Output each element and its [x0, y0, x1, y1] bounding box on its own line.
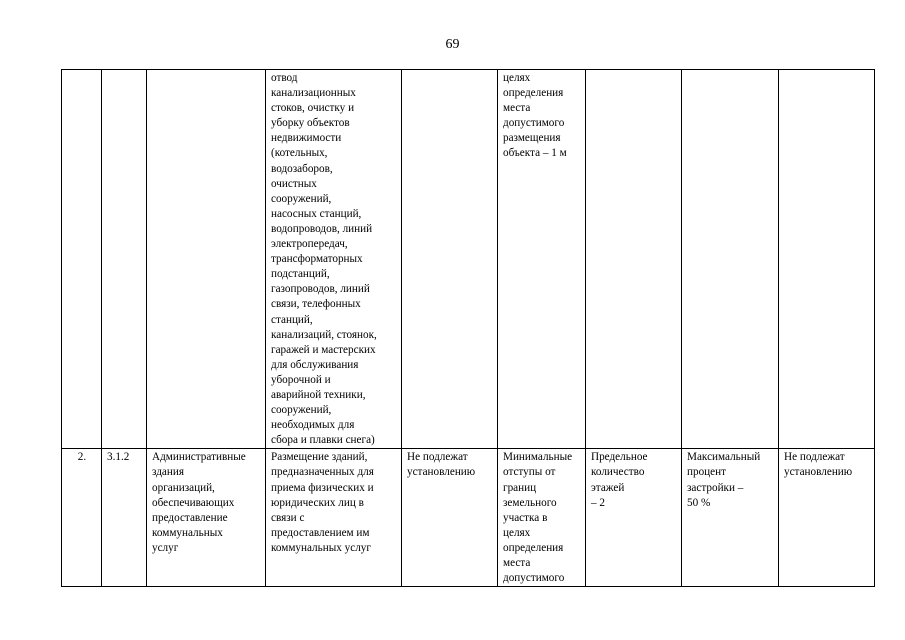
cell-text-line: здания: [152, 466, 184, 479]
cell-text-line: необходимых для: [271, 419, 355, 432]
cell-text-line: обеспечивающих: [152, 496, 235, 509]
cell-name-empty: [147, 70, 266, 449]
cell-text-line: отступы от: [503, 466, 556, 479]
cell-text-line: Не подлежат: [407, 451, 468, 464]
cell-code: [102, 449, 147, 587]
cell-text-line: связи с: [271, 511, 305, 524]
cell-text-line: гаражей и мастерских: [271, 343, 376, 356]
cell-text-line: допустимого: [503, 572, 565, 585]
cell-text-line: Административные: [152, 451, 246, 464]
cell-text-line: определения: [503, 541, 564, 554]
cell-text-line: связи, телефонных: [271, 298, 361, 311]
cell-text-line: этажей: [591, 481, 625, 494]
cell-text-line: аварийной техники,: [271, 388, 366, 401]
cell-text-line: застройки –: [687, 481, 744, 494]
cell-text-line: станций,: [271, 313, 313, 326]
cell-coverage: [682, 449, 779, 587]
cell-col5-empty: [402, 70, 498, 449]
cell-text-line: целях: [503, 526, 531, 539]
cell-text-line: количество: [591, 466, 645, 479]
cell-text-line: 50 %: [687, 496, 711, 509]
cell-text-line: – 2: [591, 496, 605, 509]
cell-text-line: трансформаторных: [271, 253, 363, 266]
cell-text-line: газопроводов, линий: [271, 283, 370, 296]
cell-text-line: насосных станций,: [271, 207, 362, 220]
cell-text-line: сбора и плавки снега): [271, 434, 375, 447]
cell-description: [266, 449, 402, 587]
cell-col5: [402, 449, 498, 587]
cell-text-line: определения: [503, 87, 564, 100]
cell-text-line: установлению: [784, 466, 853, 479]
table-row-continuation: [62, 70, 875, 449]
cell-text-line: отвод: [271, 72, 298, 84]
cell-text-line: водопроводов, линий: [271, 222, 373, 235]
cell-text-line: места: [503, 102, 531, 115]
cell-text-line: канализаций, стоянок,: [271, 328, 377, 341]
cell-num-empty: [62, 70, 102, 449]
cell-text-line: размещения: [503, 132, 561, 145]
cell-code-empty: [102, 70, 147, 449]
cell-text-line: стоков, очистку и: [271, 102, 355, 115]
cell-floors: [586, 449, 682, 587]
cell-text-line: электропередач,: [271, 238, 348, 251]
cell-text-line: земельного: [503, 496, 557, 509]
cell-text-line: очистных: [271, 177, 317, 190]
cell-text-line: места: [503, 557, 531, 569]
table-row-2: [62, 449, 875, 587]
cell-text-line: организаций,: [152, 481, 215, 494]
cell-text-line: канализационных: [271, 87, 356, 100]
cell-text-line: уборочной и: [271, 373, 331, 386]
cell-text-line: участка в: [503, 511, 548, 524]
cell-num: [62, 449, 102, 587]
regulations-table: [61, 69, 875, 587]
cell-text-line: установлению: [407, 466, 476, 479]
cell-col9-empty: [779, 70, 875, 449]
cell-text-line: предоставление: [152, 511, 228, 524]
cell-text-line: коммунальных: [152, 526, 223, 539]
cell-text-line: услуг: [152, 541, 179, 554]
page-number: 69: [445, 37, 460, 52]
cell-setbacks: [498, 449, 586, 587]
cell-text-line: юридических лиц в: [271, 496, 364, 509]
cell-text-line: предоставлением им: [271, 526, 370, 539]
cell-text-line: водозаборов,: [271, 162, 333, 175]
cell-text-line: Максимальный: [687, 451, 761, 464]
cell-description: [266, 70, 402, 449]
cell-text-line: подстанций,: [271, 268, 330, 281]
cell-text-line: уборку объектов: [271, 117, 350, 130]
cell-setbacks: [498, 70, 586, 449]
cell-text-line: целях: [503, 72, 531, 84]
cell-col8-empty: [682, 70, 779, 449]
cell-name: [147, 449, 266, 587]
cell-text-line: Размещение зданий,: [271, 451, 368, 464]
cell-text-line: коммунальных услуг: [271, 541, 371, 554]
cell-text-line: недвижимости: [271, 132, 342, 145]
row-number: 2.: [77, 451, 87, 464]
cell-text-line: границ: [503, 481, 537, 494]
cell-text-line: Не подлежат: [784, 451, 845, 464]
cell-text-line: сооружений,: [271, 404, 332, 417]
cell-col9: [779, 449, 875, 587]
cell-text-line: процент: [687, 466, 727, 479]
cell-text-line: (котельных,: [271, 147, 328, 160]
cell-text-line: приема физических и: [271, 481, 374, 494]
usage-code: 3.1.2: [107, 451, 130, 464]
cell-text-line: предназначенных для: [271, 466, 374, 479]
cell-text-line: допустимого: [503, 117, 565, 130]
cell-text-line: сооружений,: [271, 192, 332, 205]
cell-text-line: для обслуживания: [271, 358, 359, 371]
cell-text-line: Минимальные: [503, 451, 573, 464]
cell-text-line: объекта – 1 м: [503, 147, 567, 160]
cell-text-line: Предельное: [591, 451, 648, 464]
cell-col7-empty: [586, 70, 682, 449]
